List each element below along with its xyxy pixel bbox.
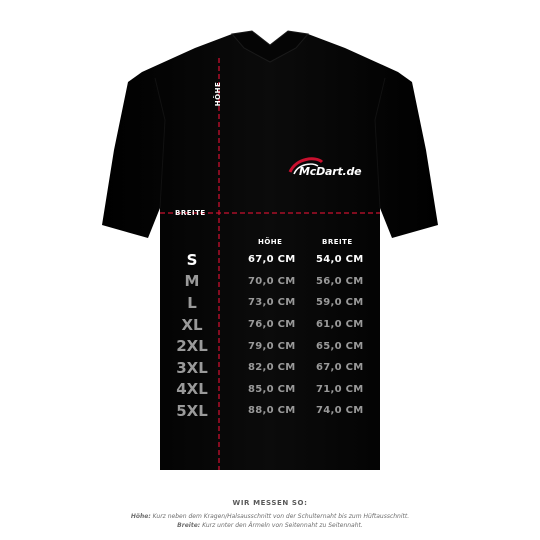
width-value: 59,0 CM	[316, 297, 364, 309]
width-value: 71,0 CM	[316, 383, 364, 395]
height-value: 82,0 CM	[248, 362, 296, 374]
size-label: 3XL	[176, 358, 208, 377]
size-row-4xl	[166, 379, 380, 401]
footer-title: WIR MESSEN SO:	[232, 499, 308, 507]
column-header-width: BREITE	[322, 238, 353, 246]
height-value: 70,0 CM	[248, 275, 296, 287]
size-label: 2XL	[176, 337, 208, 356]
footer-width-text: Kurz unter den Ärmeln von Seitennaht zu Seitennaht.	[200, 522, 363, 529]
width-axis-label: BREITE	[175, 209, 206, 217]
height-value: 88,0 CM	[248, 405, 296, 417]
width-value: 74,0 CM	[316, 405, 364, 417]
mcdart-logo	[288, 154, 368, 184]
column-header-height: HÖHE	[258, 238, 283, 246]
size-row-m	[166, 271, 380, 293]
size-label: 5XL	[176, 401, 208, 420]
logo-text: McDart.de	[299, 165, 362, 178]
width-value: 61,0 CM	[316, 319, 364, 331]
size-row-xl	[166, 314, 380, 336]
width-value: 54,0 CM	[316, 254, 364, 266]
width-value: 65,0 CM	[316, 340, 364, 352]
size-label: S	[186, 250, 198, 269]
size-table	[166, 249, 380, 422]
size-row-s	[166, 249, 380, 271]
size-row-2xl	[166, 335, 380, 357]
size-label: L	[187, 293, 197, 312]
height-value: 76,0 CM	[248, 319, 296, 331]
height-value: 85,0 CM	[248, 383, 296, 395]
size-row-3xl	[166, 357, 380, 379]
height-value: 67,0 CM	[248, 254, 296, 266]
footer-width-explanation	[0, 522, 540, 529]
footer-height-text: Kurz neben dem Kragen/Halsausschnitt von der Schulternaht bis zum Hüftausschnitt.	[150, 513, 410, 520]
footer-height-explanation	[0, 513, 540, 520]
height-value: 73,0 CM	[248, 297, 296, 309]
footer-width-term: Breite:	[177, 522, 201, 529]
size-label: M	[184, 272, 200, 291]
footer-height-term: Höhe:	[130, 513, 151, 520]
width-value: 67,0 CM	[316, 362, 364, 374]
width-value: 56,0 CM	[316, 275, 364, 287]
size-row-5xl	[166, 400, 380, 422]
height-axis-label: HÖHE	[214, 81, 223, 107]
size-label: XL	[181, 315, 203, 334]
height-value: 79,0 CM	[248, 340, 296, 352]
size-row-l	[166, 292, 380, 314]
size-label: 4XL	[176, 380, 208, 399]
